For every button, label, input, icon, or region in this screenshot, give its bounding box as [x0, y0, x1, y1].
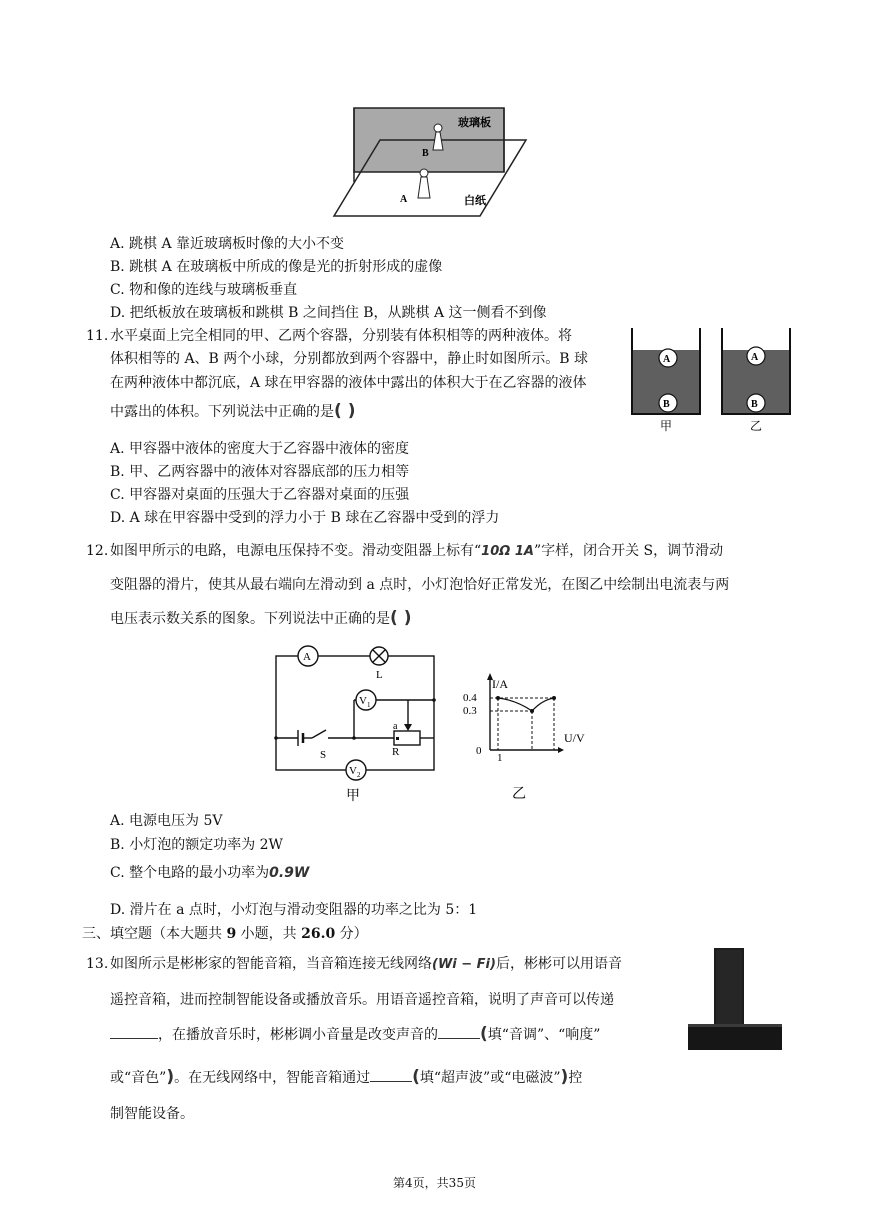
section-3-heading: 三、填空题（本大题共 9 小题，共 26.0 分）: [82, 926, 368, 942]
q12-option-a: A. 电源电压为 5V: [110, 813, 223, 829]
graph-x-tick-1: 1: [497, 752, 503, 764]
glass-plate-label: 玻璃板: [458, 117, 491, 129]
lamp-label: L: [376, 669, 383, 681]
container-left-caption: 甲: [660, 419, 673, 433]
graph-y-tick-03: 0.3: [463, 705, 477, 717]
q13-line-5: 制智能设备。: [110, 1106, 194, 1122]
circuit-diagram: [268, 642, 444, 804]
circuit-caption: 甲: [346, 789, 360, 804]
container-right-ball-b: B: [751, 399, 758, 410]
switch-label: S: [320, 749, 327, 761]
q13-blank-3[interactable]: [370, 1081, 412, 1082]
q12-line-1-b: ”字样，闭合开关 S，调节滑动: [533, 543, 724, 559]
graph-caption: 乙: [512, 787, 526, 802]
chess-b-label: B: [422, 148, 429, 159]
graph-x-label: U/V: [564, 731, 585, 745]
voltmeter-2-label: $V_2$: [349, 765, 361, 779]
q12-option-b: B. 小灯泡的额定功率为 2W: [110, 837, 283, 853]
q10-option-b: B. 跳棋 A 在玻璃板中所成的像是光的折射形成的虚像: [110, 259, 443, 275]
q11-option-d: D. A 球在甲容器中受到的浮力小于 B 球在乙容器中受到的浮力: [110, 510, 500, 526]
q11-option-a: A. 甲容器中液体的密度大于乙容器中液体的密度: [110, 441, 410, 457]
container-left-ball-b: B: [663, 399, 670, 410]
q12-line-2: 变阻器的滑片，使其从最右端向左滑动到 a 点时，小灯泡恰好正常发光，在图乙中绘制出电流表与两: [110, 577, 730, 593]
q12-option-c-value: 0.9W: [269, 865, 310, 881]
q12-option-d: D. 滑片在 a 点时，小灯泡与滑动变阻器的功率之比为 5：1: [110, 902, 478, 918]
container-right-ball-a: A: [751, 352, 759, 363]
page-footer: 第4页，共35页: [393, 1176, 476, 1190]
q11-line-4: [110, 402, 355, 421]
smart-speaker-image: [686, 944, 782, 1052]
rheostat-label: R: [392, 746, 400, 758]
q12-line-1: [110, 542, 723, 561]
q12-rheostat-rating: 10Ω 1A: [481, 544, 534, 559]
current-voltage-graph: [460, 668, 610, 804]
slider-point-a: a: [393, 721, 398, 732]
section-3-count: 9: [226, 926, 237, 942]
containers-figure: [628, 326, 798, 436]
q11-option-c: C. 甲容器对桌面的压强大于乙容器对桌面的压强: [110, 487, 410, 503]
ammeter-label: A: [303, 651, 311, 663]
q11-number: 11.: [86, 328, 109, 344]
q11-option-b: B. 甲、乙两容器中的液体对容器底部的压力相等: [110, 464, 410, 480]
q11-line-4-text: 中露出的体积。下列说法中正确的是: [110, 404, 334, 420]
q13-line-2: 遥控音箱，进而控制智能设备或播放音乐。用语音遥控音箱，说明了声音可以传递: [110, 992, 614, 1008]
q11-answer-paren: ( ): [334, 401, 356, 421]
q12-option-c: [110, 864, 309, 882]
q12-line-3: [110, 609, 411, 628]
plane-mirror-figure: [330, 106, 530, 222]
container-left-ball-a: A: [663, 354, 671, 365]
q12-line-1-a: 如图甲所示的电路，电源电压保持不变。滑动变阻器上标有“: [110, 543, 482, 559]
chess-a-label: A: [400, 194, 408, 205]
q11-line-3: 在两种液体中都沉底，A 球在甲容器的液体中露出的体积大于在乙容器的液体: [110, 375, 587, 391]
q12-option-c-text: C. 整个电路的最小功率为: [110, 865, 270, 881]
section-3-score: 26.0: [301, 926, 336, 942]
container-right-caption: 乙: [750, 419, 763, 433]
q13-number: 13.: [86, 956, 109, 972]
q12-answer-paren: ( ): [390, 608, 412, 628]
voltmeter-1-label: $V_1$: [359, 695, 371, 709]
q11-line-2: 体积相等的 A、B 两个小球，分别都放到两个容器中，静止时如图所示。B 球: [110, 351, 589, 367]
q13-blank-2[interactable]: [438, 1038, 480, 1039]
q13-line-3: ，在播放音乐时，彬彬调小音量是改变声音的 (填“音调”、“响度”: [110, 1025, 600, 1044]
q10-option-a: A. 跳棋 A 靠近玻璃板时像的大小不变: [110, 236, 345, 252]
q13-line-1: 如图所示是彬彬家的智能音箱，当音箱连接无线网络(Wi − Fi)后，彬彬可以用语音: [110, 956, 622, 972]
q13-blank-1[interactable]: [110, 1038, 158, 1039]
q10-option-c: C. 物和像的连线与玻璃板垂直: [110, 282, 298, 298]
graph-origin: 0: [476, 745, 482, 757]
q13-wifi: (Wi − Fi): [432, 957, 496, 972]
q12-number: 12.: [86, 543, 109, 559]
q11-line-1: 水平桌面上完全相同的甲、乙两个容器，分别装有体积相等的两种液体。将: [110, 328, 572, 344]
graph-y-tick-04: 0.4: [463, 692, 477, 704]
q13-line-4: 或“音色”)。在无线网络中，智能音箱通过 (填“超声波”或“电磁波”)控: [110, 1067, 583, 1087]
white-paper-label: 白纸: [464, 195, 486, 207]
q10-option-d: D. 把纸板放在玻璃板和跳棋 B 之间挡住 B，从跳棋 A 这一侧看不到像: [110, 305, 547, 321]
q12-line-3-text: 电压表示数关系的图象。下列说法中正确的是: [110, 611, 390, 627]
graph-y-label: I/A: [492, 677, 508, 691]
